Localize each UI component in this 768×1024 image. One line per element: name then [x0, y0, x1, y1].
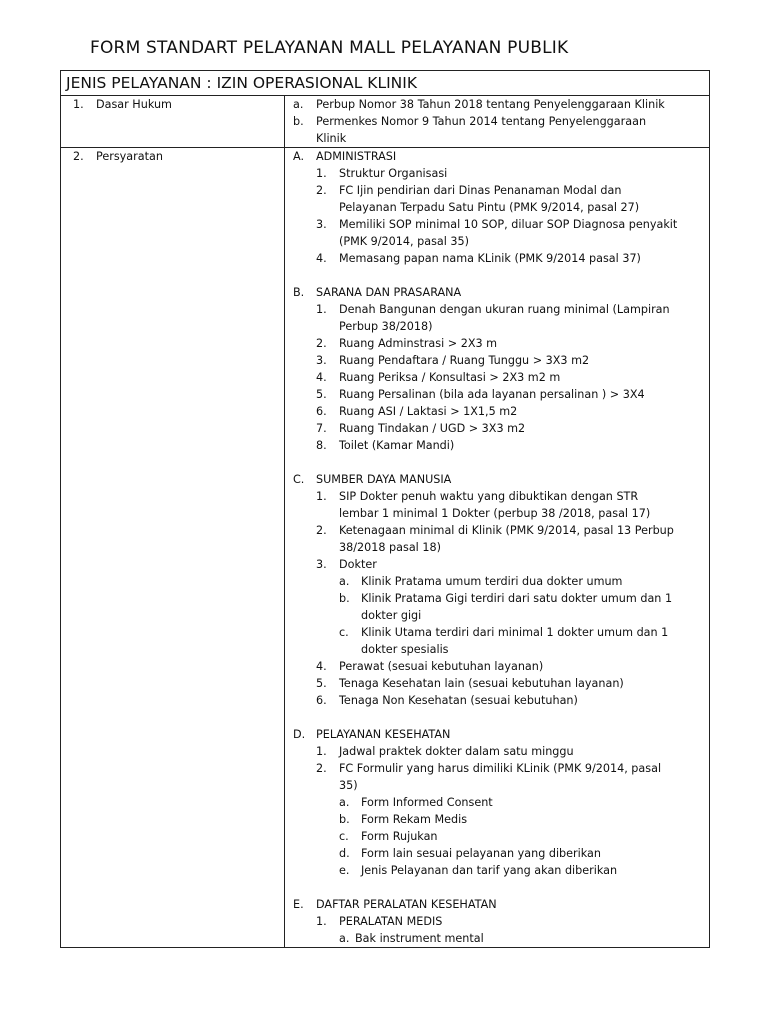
page-title: FORM STANDART PELAYANAN MALL PELAYANAN PUBLIK [90, 38, 569, 58]
list-item: FC Ijin pendirian dari Dinas Penanaman Modal dan [339, 184, 622, 197]
list-item: SIP Dokter penuh waktu yang dibuktikan dengan STR [339, 490, 639, 503]
list-marker: 7. [316, 422, 327, 435]
sub-list-item: Jenis Pelayanan dan tarif yang akan diberikan [361, 864, 618, 877]
list-item-cont: Pelayanan Terpadu Satu Pintu (PMK 9/2014, pasal 27) [339, 201, 640, 214]
list-item: Ketenagaan minimal di Klinik (PMK 9/2014, pasal 13 Perbup [339, 524, 674, 537]
requirements-table [60, 70, 710, 948]
list-item-cont: 35) [339, 779, 358, 792]
list-item: Struktur Organisasi [339, 167, 448, 180]
list-item: Tenaga Non Kesehatan (sesuai kebutuhan) [339, 694, 578, 707]
list-item: PERALATAN MEDIS [339, 915, 443, 928]
list-marker: 1. [316, 915, 327, 928]
sub-list-marker: c. [339, 626, 349, 639]
list-marker: a. [293, 98, 304, 111]
list-marker: 3. [316, 558, 327, 571]
list-marker: 8. [316, 439, 327, 452]
sub-list-marker: e. [339, 864, 350, 877]
list-marker: 5. [316, 388, 327, 401]
list-item: Dokter [339, 558, 377, 571]
section-marker: E. [293, 898, 304, 911]
list-marker: 4. [316, 371, 327, 384]
list-item: Ruang Pendaftara / Ruang Tunggu > 3X3 m2 [339, 354, 590, 367]
section-heading-pelayanan: PELAYANAN KESEHATAN [316, 728, 451, 741]
list-marker: 2. [316, 762, 327, 775]
list-item: Ruang Persalinan (bila ada layanan persalinan ) > 3X4 [339, 388, 645, 401]
service-type-header: JENIS PELAYANAN : IZIN OPERASIONAL KLINIK [61, 71, 709, 96]
list-marker: 3. [316, 354, 327, 367]
list-marker: 3. [316, 218, 327, 231]
section-marker: A. [293, 150, 305, 163]
sub-list-item: Form Rujukan [361, 830, 438, 843]
sub-list-marker: b. [339, 592, 350, 605]
list-marker: 6. [316, 694, 327, 707]
sub-list-marker: a. [339, 796, 350, 809]
section-marker: C. [293, 473, 305, 486]
sub-list-item: Klinik Utama terdiri dari minimal 1 dokter umum dan 1 [361, 626, 669, 639]
list-item: Jadwal praktek dokter dalam satu minggu [339, 745, 574, 758]
sub-list-item: Klinik Pratama umum terdiri dua dokter umum [361, 575, 623, 588]
row-label-dasar-hukum: Dasar Hukum [96, 98, 172, 111]
legal-basis-item: Perbup Nomor 38 Tahun 2018 tentang Penyelenggaraan Klinik [316, 98, 665, 111]
section-heading-peralatan: DAFTAR PERALATAN KESEHATAN [316, 898, 497, 911]
section-heading-sarana: SARANA DAN PRASARANA [316, 286, 462, 299]
list-marker: 4. [316, 660, 327, 673]
list-marker: 2. [316, 337, 327, 350]
sub-list-item: Klinik Pratama Gigi terdiri dari satu dokter umum dan 1 [361, 592, 673, 605]
list-item: Ruang Adminstrasi > 2X3 m [339, 337, 498, 350]
list-marker: 5. [316, 677, 327, 690]
list-item: Tenaga Kesehatan lain (sesuai kebutuhan layanan) [339, 677, 624, 690]
section-heading-sdm: SUMBER DAYA MANUSIA [316, 473, 452, 486]
list-marker: 1. [316, 745, 327, 758]
list-item: Ruang Tindakan / UGD > 3X3 m2 [339, 422, 526, 435]
list-item-cont: Perbup 38/2018) [339, 320, 433, 333]
list-marker: 6. [316, 405, 327, 418]
sub-list-marker: d. [339, 847, 350, 860]
list-marker: 2. [316, 524, 327, 537]
sub-list-item: Form Rekam Medis [361, 813, 468, 826]
list-marker: 2. [316, 184, 327, 197]
sub-list-item: Bak instrument mental [355, 932, 484, 945]
legal-basis-item: Permenkes Nomor 9 Tahun 2014 tentang Penyelenggaraan [316, 115, 647, 128]
section-marker: B. [293, 286, 305, 299]
list-item: Ruang ASI / Laktasi > 1X1,5 m2 [339, 405, 518, 418]
section-marker: D. [293, 728, 306, 741]
list-item: Memiliki SOP minimal 10 SOP, diluar SOP Diagnosa penyakit [339, 218, 678, 231]
sub-list-marker: a. [339, 575, 350, 588]
list-item: Memasang papan nama KLinik (PMK 9/2014 pasal 37) [339, 252, 641, 265]
list-marker: b. [293, 115, 304, 128]
row-number: 1. [73, 98, 84, 111]
list-item-cont: (PMK 9/2014, pasal 35) [339, 235, 470, 248]
sub-list-marker: c. [339, 830, 349, 843]
list-marker: 1. [316, 167, 327, 180]
sub-list-marker: a. [339, 932, 350, 945]
list-item: Denah Bangunan dengan ukuran ruang minimal (Lampiran [339, 303, 670, 316]
row-label-persyaratan: Persyaratan [96, 150, 163, 163]
list-item: Ruang Periksa / Konsultasi > 2X3 m2 m [339, 371, 561, 384]
sub-list-item-cont: dokter spesialis [361, 643, 449, 656]
list-marker: 1. [316, 490, 327, 503]
list-item-cont: 38/2018 pasal 18) [339, 541, 441, 554]
sub-list-marker: b. [339, 813, 350, 826]
list-item: FC Formulir yang harus dimiliki KLinik (PMK 9/2014, pasal [339, 762, 662, 775]
sub-list-item: Form Informed Consent [361, 796, 493, 809]
sub-list-item-cont: dokter gigi [361, 609, 422, 622]
list-marker: 1. [316, 303, 327, 316]
list-item: Toilet (Kamar Mandi) [339, 439, 455, 452]
section-heading-administrasi: ADMINISTRASI [316, 150, 397, 163]
column-divider [284, 95, 285, 947]
row-number: 2. [73, 150, 84, 163]
legal-basis-item-cont: Klinik [316, 132, 347, 145]
list-marker: 4. [316, 252, 327, 265]
list-item-cont: lembar 1 minimal 1 Dokter (perbup 38 /2018, pasal 17) [339, 507, 651, 520]
list-item: Perawat (sesuai kebutuhan layanan) [339, 660, 544, 673]
sub-list-item: Form lain sesuai pelayanan yang diberikan [361, 847, 601, 860]
